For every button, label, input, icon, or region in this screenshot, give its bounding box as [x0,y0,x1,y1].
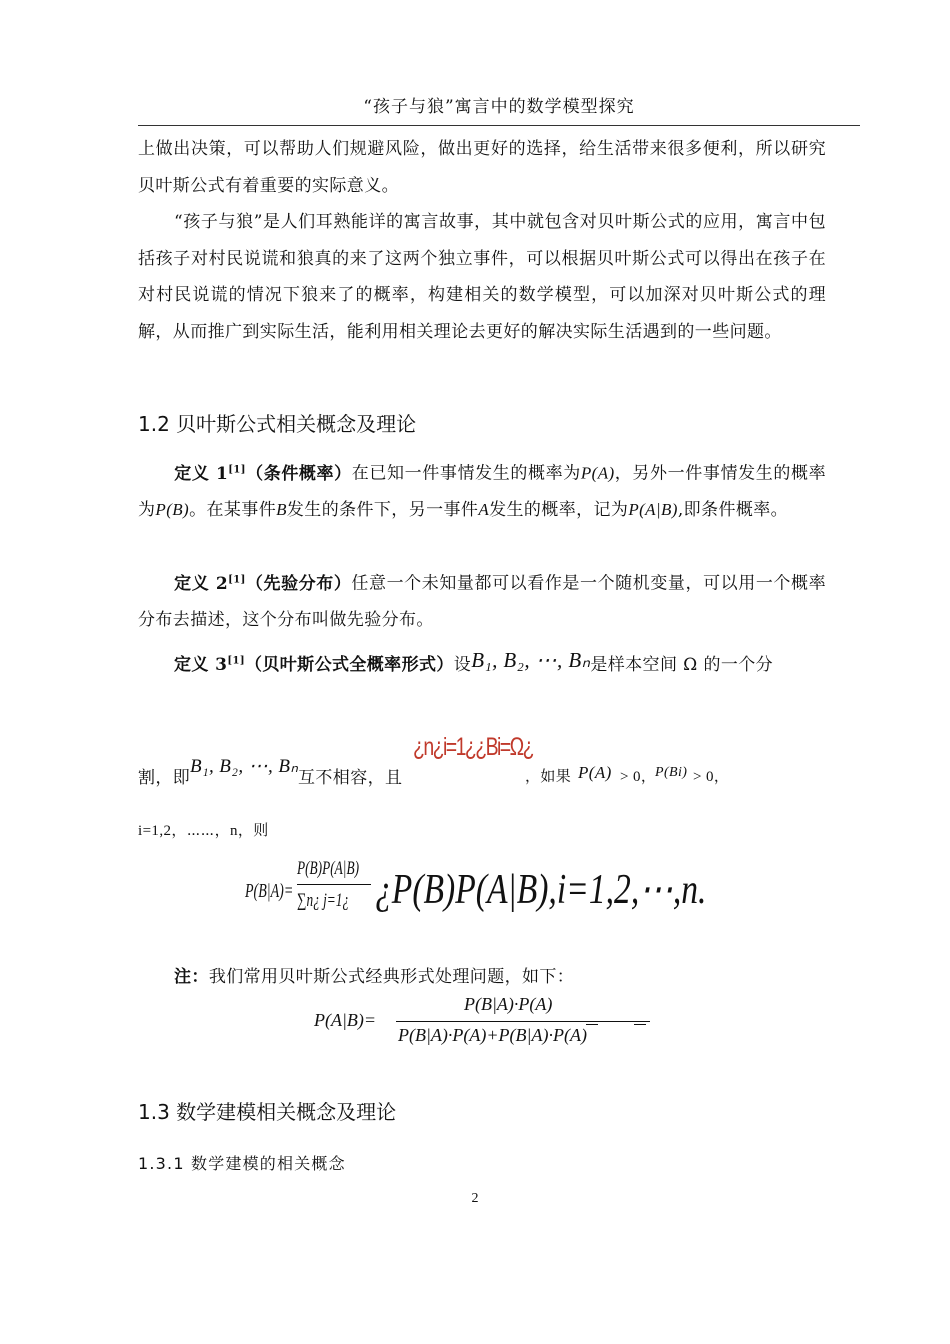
partition-sequence-2: B₁, B₂, ⋯, Bₙ [190,756,299,777]
classic-fraction-bar [396,1021,650,1022]
section-heading-1-2: 1.2 贝叶斯公式相关概念及理论 [138,412,417,436]
def1-text-5: 发生的概率，记为 [489,500,629,521]
definition-1 [138,452,826,529]
def1-pb: P(B) [155,500,190,520]
running-header: “孩子与狼”寓言中的数学模型探究 [363,97,635,117]
section-heading-1-3-1: 1.3.1 数学建模的相关概念 [138,1154,346,1173]
note-line [174,962,574,987]
union-formula: ¿n¿i=1¿¿Bi=Ω¿ [413,733,533,761]
def3-text-7: > 0， [693,769,730,785]
classic-lhs: P(A|B)= [314,1010,377,1030]
def3-text-6: > 0， [620,769,657,785]
bayes-total-formula [245,852,707,932]
header-rule [138,125,860,126]
def1-name: （条件概率） [245,463,352,484]
formula-total-fraction-bar [297,884,371,885]
def1-pa: P(A) [580,463,615,483]
formula-total-rhs: ¿P(B)P(A|B),i=1,2,⋯,n. [375,867,707,913]
def1-text-6: ,即条件概率。 [677,500,789,521]
formula-total-numerator: P(B)P(A|B) [297,858,359,879]
def1-citation: [1] [228,464,246,475]
page-number: 2 [471,1191,479,1206]
section-heading-1-3: 1.3 数学建模相关概念及理论 [138,1100,397,1124]
def3-label-text: 定义 3 [174,655,228,675]
def1-pab: P(A|B) [628,500,678,520]
partition-sequence: B₁, B₂, ⋯, Bₙ [471,648,591,672]
note-text: 我们常用贝叶斯公式经典形式处理问题，如下： [208,967,575,987]
def3-citation: [1] [227,655,245,667]
def1-text-3: 。在某事件 [189,500,277,521]
condition-pbi: P(Bi) [655,765,688,780]
def2-citation: [1] [228,574,246,585]
def3-text-3: 割，即 [138,768,191,788]
classic-numerator: P(B|A)·P(A) [464,994,553,1014]
bayes-classic-formula [314,994,654,1052]
intro-paragraph-1: 上做出决策，可以帮助人们规避风险，做出更好的选择，给生活带来很多便利，所以研究贝叶斯公式有着重要的实际意义。 [138,139,826,196]
intro-paragraph-2 [138,204,826,350]
def2-label [174,574,351,594]
def1-text-2: ，另外一件事情发生的概率为 [138,463,826,521]
definition-3-line-1 [174,650,773,676]
classic-denominator: P(B|A)·P(A)+P(B|A)·P(A) [398,1025,587,1045]
def3-index-line: i=1,2，⋯⋯，n，则 [138,823,269,839]
a-complement-bar-2 [634,1024,646,1025]
def1-text-4: 发生的条件下，另一事件 [286,500,479,521]
def3-text-5: ，如果 [525,769,572,785]
def1-b: B [276,500,287,520]
a-complement-bar-1 [586,1024,598,1025]
def3-text-1: 设 [453,655,472,675]
def2-name: （先验分布） [245,573,352,594]
def3-text-2: 是样本空间 Ω 的一个分 [590,655,774,675]
condition-pa: P(A) [578,763,612,782]
definition-3-line-2 [138,725,838,788]
def3-name: （贝叶斯公式全概率形式） [244,655,454,675]
def1-label-text: 定义 1 [174,463,229,484]
def3-label [174,655,454,675]
def1-a: A [478,500,490,520]
def2-label-text: 定义 2 [174,573,229,594]
def1-label [174,464,352,484]
def3-text-4: 互不相容，且 [298,768,403,788]
def1-text-1: 在已知一件事情发生的概率为 [351,463,581,484]
note-label: 注： [174,967,209,987]
formula-total-lhs: P(B|A)= [245,880,294,902]
definition-2 [138,562,826,639]
formula-total-denominator: ∑n¿ j=1¿ [297,890,350,911]
intro-paragraph-2-text: “孩子与狼”是人们耳熟能详的寓言故事，其中就包含对贝叶斯公式的应用，寓言中包括孩子对村民说谎和狼真的来了这两个独立事件，可以根据贝叶斯公式可以得出在孩子在对村民说谎的情况下狼来了的概率，构建相关的数学模型，可以加深对贝叶斯公式的理解，从而推广到实际生活，能利用相关理论去更好的解决实际生活遇到的一些问题。 [138,212,826,342]
def2-text: 任意一个未知量都可以看作是一个随机变量，可以用一个概率分布去描述，这个分布叫做先验分布。 [138,573,826,631]
